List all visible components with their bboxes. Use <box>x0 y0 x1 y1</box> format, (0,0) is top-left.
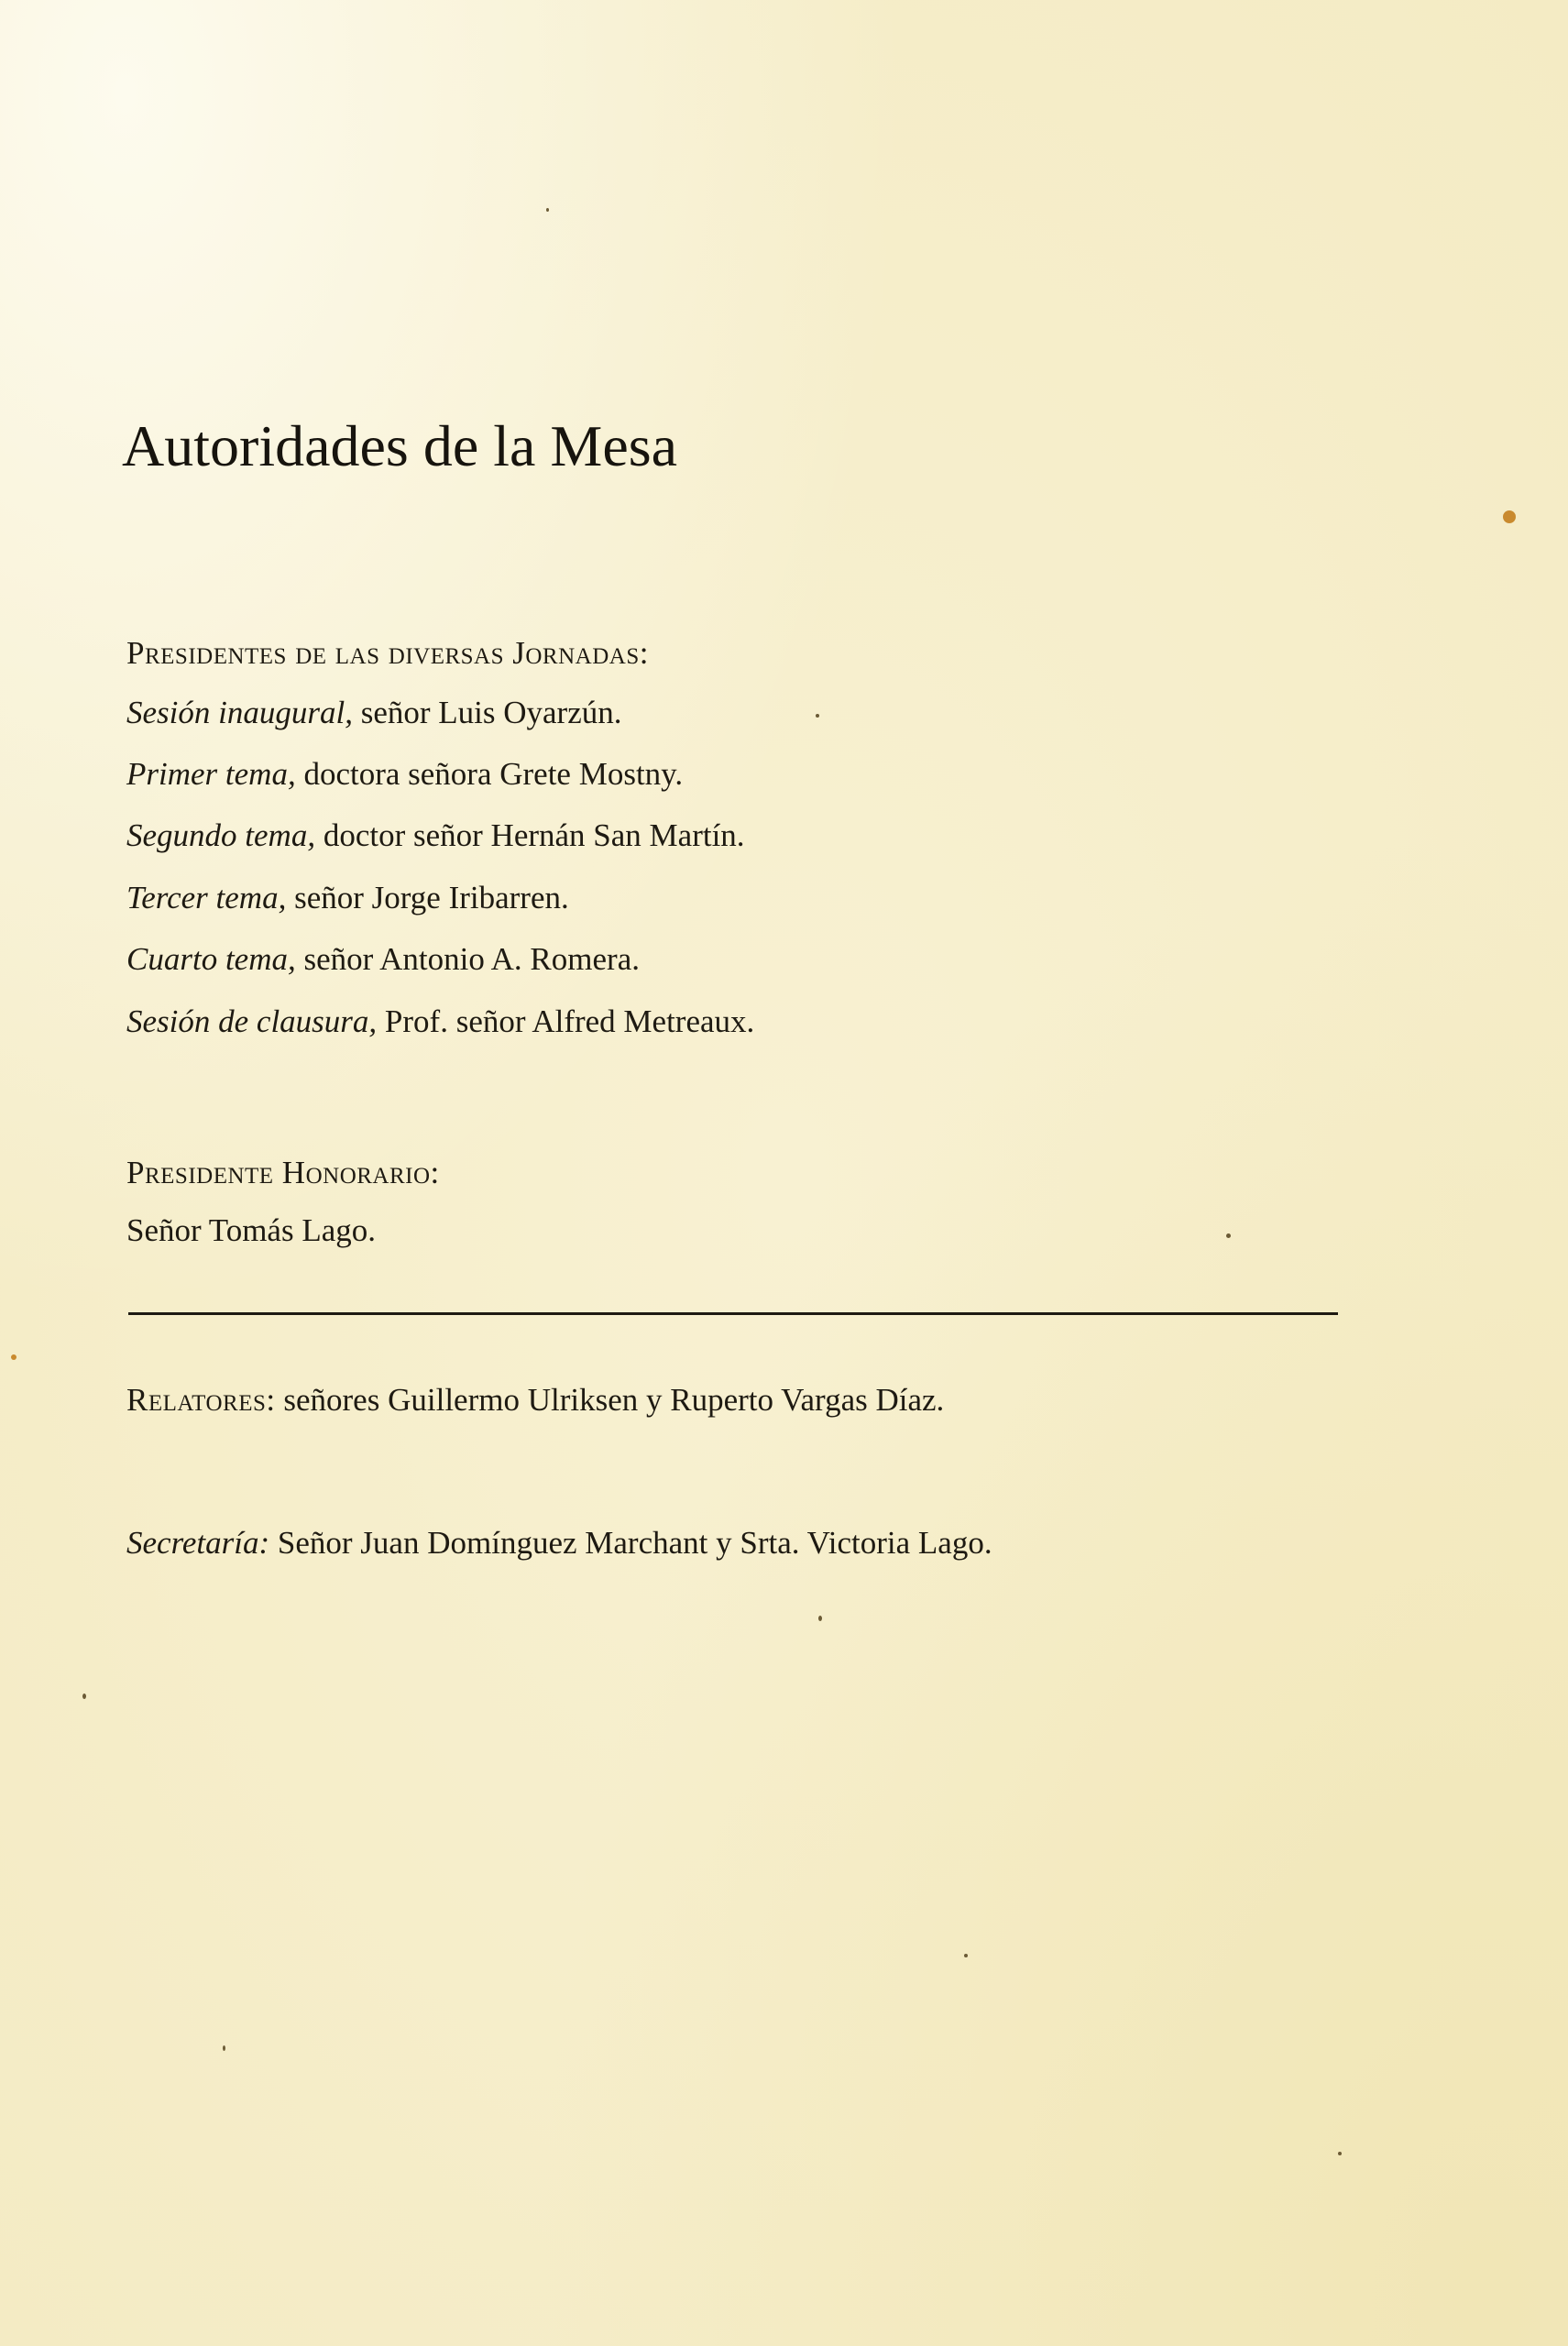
relatores-label: Relatores: <box>126 1382 276 1418</box>
paper-speck <box>1503 510 1516 523</box>
presidents-heading: Presidentes de las diversas Jornadas: <box>126 635 649 671</box>
relatores-names: señores Guillermo Ulriksen y Ruperto Vargas Díaz. <box>283 1382 945 1418</box>
session-name: señor Jorge Iribarren. <box>294 880 569 915</box>
session-line <box>126 943 640 975</box>
session-name: señor Antonio A. Romera. <box>303 941 640 977</box>
paper-speck <box>1338 2152 1342 2155</box>
session-line <box>126 819 745 851</box>
paper-speck <box>816 714 819 718</box>
session-line <box>126 882 569 914</box>
session-label: Tercer tema, <box>126 880 287 915</box>
session-label: Primer tema, <box>126 756 296 792</box>
paper-speck <box>82 1694 86 1699</box>
paper-speck <box>223 2045 225 2051</box>
horizontal-rule <box>128 1312 1338 1315</box>
session-name: señor Luis Oyarzún. <box>360 695 622 730</box>
honorary-heading: Presidente Honorario: <box>126 1155 440 1190</box>
page-title: Autoridades de la Mesa <box>122 413 678 478</box>
paper-speck <box>546 208 549 212</box>
honorary-name: Señor Tomás Lago. <box>126 1212 377 1248</box>
paper-speck <box>1226 1233 1231 1238</box>
paper-speck <box>964 1954 968 1957</box>
paper-speck <box>11 1354 16 1360</box>
session-line <box>126 1005 754 1037</box>
session-name: Prof. señor Alfred Metreaux. <box>384 1003 755 1039</box>
paper-speck <box>818 1616 822 1621</box>
session-name: doctora señora Grete Mostny. <box>303 756 684 792</box>
secretaria-names: Señor Juan Domínguez Marchant y Srta. Victoria Lago. <box>277 1525 992 1561</box>
relatores-line <box>126 1384 944 1416</box>
secretaria-label: Secretaría: <box>126 1525 270 1561</box>
session-line <box>126 696 622 729</box>
secretaria-line <box>126 1527 992 1559</box>
session-label: Cuarto tema, <box>126 941 296 977</box>
session-name: doctor señor Hernán San Martín. <box>323 817 745 853</box>
session-label: Sesión inaugural, <box>126 695 353 730</box>
session-line <box>126 758 683 790</box>
session-label: Sesión de clausura, <box>126 1003 378 1039</box>
session-label: Segundo tema, <box>126 817 316 853</box>
